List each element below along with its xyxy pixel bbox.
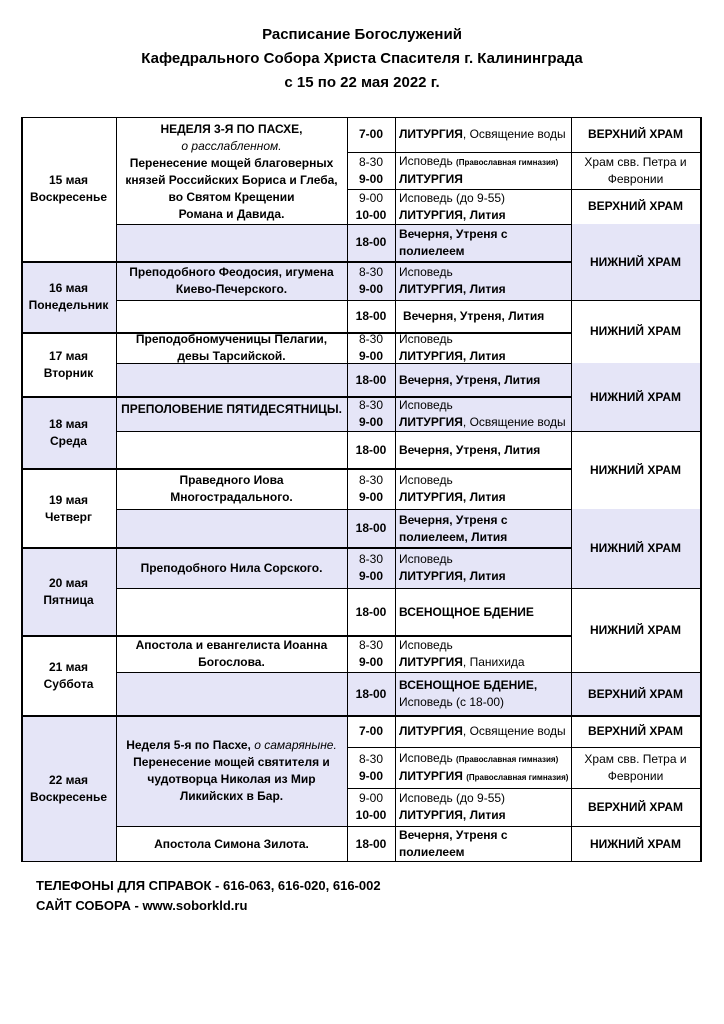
place-cell: ВЕРХНИЙ ХРАМ <box>587 686 684 701</box>
day-cell: 22 мая Воскресенье <box>29 773 107 804</box>
place-cell: ВЕРХНИЙ ХРАМ <box>587 127 684 141</box>
service-cell: Вечерня, Утреня с полиелеем <box>399 828 508 859</box>
grid-line <box>700 117 702 862</box>
day-cell: 20 мая Пятница <box>43 576 94 607</box>
place-cell: НИЖНИЙ ХРАМ <box>589 462 681 477</box>
place-cell: НИЖНИЙ ХРАМ <box>589 389 681 404</box>
time-cell: 18-00 <box>355 442 387 457</box>
title-line-3: с 15 по 22 мая 2022 г. <box>284 74 440 91</box>
service-cell: Вечерня, Утреня с полиелеем <box>399 226 508 258</box>
time-cell: 8-30 9-00 <box>358 264 384 296</box>
title-line-1: Расписание Богослужений <box>262 26 462 43</box>
day-cell: 17 мая Вторник <box>43 349 94 380</box>
feast-cell: Неделя 5-я по Пасхе, о самаряныне. Перенесение мощей святителя и чудотворца Николая из Мир Ликийских в Бар. <box>126 738 337 803</box>
day-cell: 16 мая Понедельник <box>28 281 109 312</box>
service-cell: Исповедь (до 9-55) ЛИТУРГИЯ, Лития <box>399 791 506 822</box>
place-cell: Храм свв. Петра и Февронии <box>584 751 687 783</box>
shade <box>116 224 347 261</box>
service-cell: Вечерня, Утреня, Лития <box>403 309 545 323</box>
time-cell: 8-30 9-00 <box>358 473 384 504</box>
time-cell: 18-00 <box>355 686 387 701</box>
time-cell: 9-00 10-00 <box>355 791 387 822</box>
time-cell: 18-00 <box>355 521 387 535</box>
time-cell: 18-00 <box>355 309 387 323</box>
phones-line: ТЕЛЕФОНЫ ДЛЯ СПРАВОК - 616-063, 616-020, 616-002 <box>36 878 381 893</box>
feast-cell: Преподобномученицы Пелагии, девы Тарсийской. <box>135 332 328 363</box>
service-cell: Исповедь ЛИТУРГИЯ, Лития <box>399 473 506 504</box>
time-cell: 8-30 9-00 <box>358 154 384 186</box>
feast-cell: ПРЕПОЛОВЕНИЕ ПЯТИДЕСЯТНИЦЫ. <box>121 402 342 416</box>
day-cell: 21 мая Суббота <box>43 660 94 691</box>
place-cell: НИЖНИЙ ХРАМ <box>589 324 681 338</box>
service-cell: Исповедь ЛИТУРГИЯ, Лития <box>399 264 506 296</box>
day-cell: 15 мая Воскресенье <box>29 173 107 204</box>
place-cell: Храм свв. Петра и Февронии <box>584 154 687 186</box>
schedule-table <box>21 117 702 862</box>
time-cell: 8-30 9-00 <box>358 638 384 669</box>
service-cell: Вечерня, Утреня, Лития <box>399 442 541 457</box>
day-cell: 18 мая Среда <box>48 417 89 448</box>
time-cell: 7-00 <box>358 724 384 738</box>
time-cell: 18-00 <box>355 372 387 387</box>
service-cell: Вечерня, Утреня, Лития <box>399 372 541 387</box>
service-cell: ЛИТУРГИЯ, Освящение воды <box>399 127 566 141</box>
time-cell: 8-30 9-00 <box>358 332 384 363</box>
place-cell: ВЕРХНИЙ ХРАМ <box>587 199 684 213</box>
feast-cell: Преподобного Нила Сорского. <box>140 560 323 575</box>
place-cell: НИЖНИЙ ХРАМ <box>589 836 681 851</box>
service-cell: Исповедь ЛИТУРГИЯ, Лития <box>399 332 506 363</box>
service-cell: Исповедь ЛИТУРГИЯ, Панихида <box>399 638 525 669</box>
time-cell: 18-00 <box>355 235 387 249</box>
service-cell: Вечерня, Утреня с полиелеем, Лития <box>399 512 508 544</box>
place-cell: ВЕРХНИЙ ХРАМ <box>587 799 684 814</box>
feast-cell: Апостола и евангелиста Иоанна Богослова. <box>135 638 328 669</box>
time-cell: 8-30 9-00 <box>358 751 384 783</box>
service-cell: Исповедь ЛИТУРГИЯ, Освящение воды <box>399 398 566 429</box>
day-cell: 19 мая Четверг <box>44 492 93 524</box>
place-cell: НИЖНИЙ ХРАМ <box>589 541 681 555</box>
service-cell: ЛИТУРГИЯ, Освящение воды <box>399 724 566 738</box>
website-line: САЙТ СОБОРА - www.soborkld.ru <box>36 898 248 913</box>
time-cell: 8-30 9-00 <box>358 552 384 583</box>
service-cell: ВСЕНОЩНОЕ БДЕНИЕ <box>399 604 534 619</box>
service-cell: ВСЕНОЩНОЕ БДЕНИЕ, Исповедь (с 18-00) <box>399 678 538 709</box>
service-cell: Исповедь (Православная гимназия) ЛИТУРГИЯ (Православная гимназия) <box>399 750 569 783</box>
service-cell: Исповедь ЛИТУРГИЯ, Лития <box>399 552 506 583</box>
time-cell: 9-00 10-00 <box>355 190 387 222</box>
feast-cell: Праведного Иова Многострадального. <box>170 473 293 504</box>
time-cell: 18-00 <box>355 604 387 619</box>
place-cell: НИЖНИЙ ХРАМ <box>589 622 681 637</box>
place-cell: НИЖНИЙ ХРАМ <box>589 254 681 269</box>
feast-cell: Преподобного Феодосия, игумена Киево-Печерского. <box>129 264 334 296</box>
title-line-2: Кафедрального Собора Христа Спасителя г. Калининграда <box>141 50 583 67</box>
time-cell: 7-00 <box>358 127 384 141</box>
time-cell: 8-30 9-00 <box>358 398 384 429</box>
feast-cell: Апостола Симона Зилота. <box>154 836 309 851</box>
place-cell: ВЕРХНИЙ ХРАМ <box>587 724 684 738</box>
time-cell: 18-00 <box>355 836 387 851</box>
service-cell: Исповедь (до 9-55) ЛИТУРГИЯ, Лития <box>399 190 506 222</box>
service-cell: Исповедь (Православная гимназия) ЛИТУРГИЯ <box>399 154 559 186</box>
feast-cell: НЕДЕЛЯ 3-Я ПО ПАСХЕ, о расслабленном. Перенесение мощей благоверных князей Российских Бориса и Глеба, во Святом Крещении Романа и Давида. <box>125 122 338 221</box>
